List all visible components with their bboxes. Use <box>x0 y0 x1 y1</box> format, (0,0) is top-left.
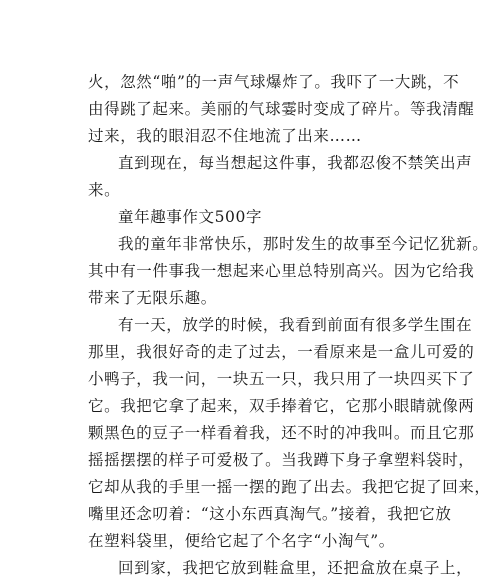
text-line: 摇摇摆摆的样子可爱极了。当我蹲下身子拿塑料袋时， <box>88 451 475 469</box>
text-line: 在塑料袋里，便给它起了个名字“小淘气”。 <box>88 532 395 550</box>
text-line: 回到家，我把它放到鞋盒里，还把盒放在桌子上， <box>118 559 473 577</box>
text-line: 我的童年非常快乐，那时发生的故事至今记忆犹新。 <box>118 235 489 253</box>
text-line: 其中有一件事我一想起来心里总特别高兴。因为它给我 <box>88 262 475 280</box>
text-line: 有一天，放学的时候，我看到前面有很多学生围在 <box>118 316 473 334</box>
text-line: 小鸭子，我一问，一块五一只，我只用了一块四买下了 <box>88 370 475 388</box>
text-line: 它却从我的手里一摇一摆的跑了出去。我把它捉了回来， <box>88 478 491 496</box>
text-line: 火，忽然“啪”的一声气球爆炸了。我吓了一大跳，不 <box>88 73 460 91</box>
text-line: 它。我把它拿了起来，双手捧着它，它那小眼睛就像两 <box>88 397 475 415</box>
text-line: 过来，我的眼泪忍不住地流了出来…… <box>88 127 362 145</box>
article-title: 童年趣事作文500字 <box>118 208 263 226</box>
text-line: 来。 <box>88 181 121 199</box>
text-line: 那里，我很好奇的走了过去，一看原来是一盒儿可爱的 <box>88 343 475 361</box>
text-line: 嘴里还念叨着：“这小东西真淘气。”接着，我把它放 <box>88 505 452 523</box>
text-line: 颗黑色的豆子一样看着我，还不时的冲我叫。而且它那 <box>88 424 475 442</box>
text-line: 直到现在，每当想起这件事，我都忍俊不禁笑出声 <box>118 154 473 172</box>
text-line: 带来了无限乐趣。 <box>88 289 217 307</box>
text-line: 由得跳了起来。美丽的气球霎时变成了碎片。等我清醒 <box>88 100 475 118</box>
